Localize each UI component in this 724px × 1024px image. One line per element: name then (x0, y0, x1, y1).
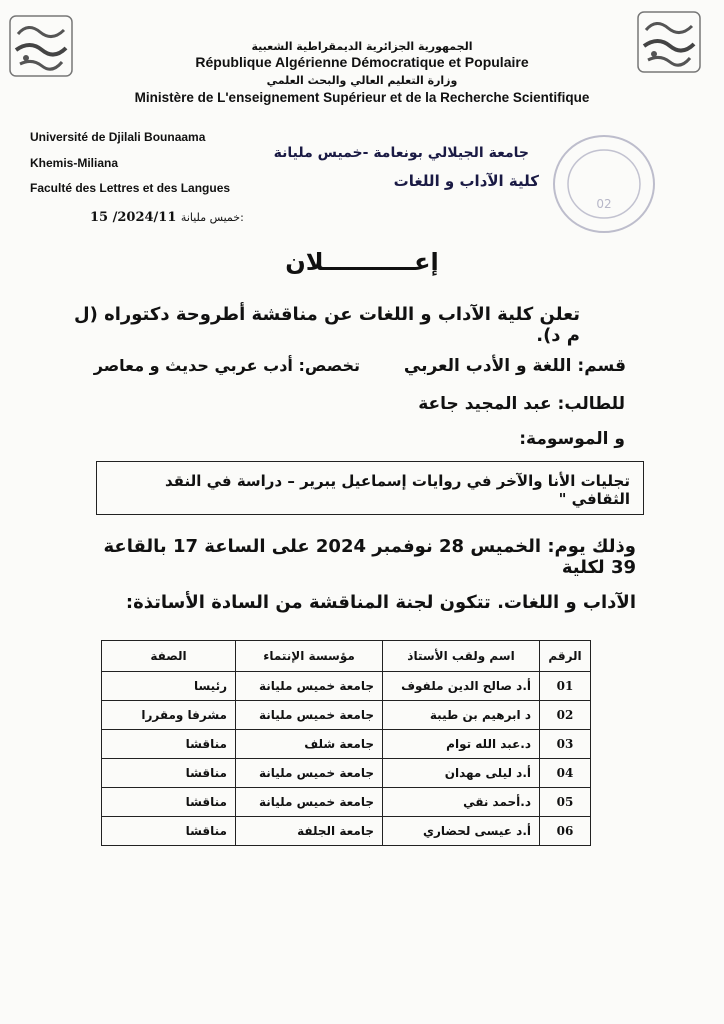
header-number: الرقم (540, 641, 591, 672)
header-institution: مؤسسة الإنتماء (236, 641, 383, 672)
row-institution: جامعة خميس مليانة (236, 672, 383, 701)
document-date (90, 210, 244, 225)
ministry-french: Ministère de L'enseignement Supérieur et de la Recherche Scientifique (134, 90, 590, 105)
table-row (102, 788, 591, 817)
row-number: 01 (540, 672, 591, 701)
row-name: د.عبد الله توام (383, 730, 540, 759)
university-city: Khemis-Miliana (30, 156, 119, 170)
defense-schedule: وذلك يوم: الخميس 28 نوفمبر 2024 على الساعة 17 بالقاعة 39 لكلية (103, 536, 636, 578)
department: قسم: اللغة و الأدب العربي (403, 356, 626, 376)
university-name: Université de Djilali Bounaama (30, 130, 206, 144)
thesis-titled-label: و الموسومة: (519, 429, 625, 449)
jury-table (101, 640, 591, 846)
announcement-title: إعـــــــــــلان (285, 248, 439, 276)
row-name: د.أحمد نقي (383, 788, 540, 817)
republic-french: République Algérienne Démocratique et Populaire (195, 54, 529, 70)
ministry-arabic: وزارة التعليم العالي والبحث العلمي (266, 74, 458, 87)
table-row (102, 701, 591, 730)
table-row (102, 672, 591, 701)
row-number: 05 (540, 788, 591, 817)
table-row (102, 730, 591, 759)
row-role: مناقشا (102, 817, 236, 846)
stamp-university-arabic: جامعة الجيلالي بونعامة -خميس مليانة (273, 145, 529, 161)
row-institution: جامعة خميس مليانة (236, 701, 383, 730)
row-role: مناقشا (102, 759, 236, 788)
table-row (102, 817, 591, 846)
row-name: أ.د عيسى لحضاري (383, 817, 540, 846)
row-institution: جامعة الجلفة (236, 817, 383, 846)
row-number: 03 (540, 730, 591, 759)
thesis-title: تجليات الأنا والآخر في روايات إسماعيل يبرير – دراسة في النقد الثقافي " (165, 472, 630, 508)
row-institution: جامعة شلف (236, 730, 383, 759)
document-date-prefix: خميس مليانة: (180, 211, 244, 224)
document-date-value: 15 /2024/11 (90, 210, 177, 225)
row-institution: جامعة خميس مليانة (236, 788, 383, 817)
header-role: الصفة (102, 641, 236, 672)
stamp-faculty-arabic: كلية الآداب و اللغات (393, 172, 539, 190)
row-name: د ابرهيم بن طيبة (383, 701, 540, 730)
row-institution: جامعة خميس مليانة (236, 759, 383, 788)
row-number: 04 (540, 759, 591, 788)
specialty: تخصص: أدب عربي حديث و معاصر (93, 356, 360, 375)
row-name: أ.د صالح الدين ملفوف (383, 672, 540, 701)
official-seal (528, 128, 660, 238)
row-role: مناقشا (102, 730, 236, 759)
committee-intro: الآداب و اللغات. تتكون لجنة المناقشة من السادة الأساتذة: (125, 592, 636, 613)
student-name: للطالب: عبد المجيد جاعة (418, 394, 625, 414)
row-number: 06 (540, 817, 591, 846)
table-row (102, 759, 591, 788)
republic-arabic: الجمهورية الجزائرية الديمقراطية الشعبية (251, 40, 473, 53)
announcement-intro: تعلن كلية الآداب و اللغات عن مناقشة أطروحة دكتوراه (ل م د). (74, 304, 580, 346)
row-name: أ.د ليلى مهدان (383, 759, 540, 788)
row-role: رئيسا (102, 672, 236, 701)
svg-text:02: 02 (596, 197, 612, 211)
header-name: اسم ولقب الأستاذ (383, 641, 540, 672)
row-role: مشرفا ومقررا (102, 701, 236, 730)
jury-table-header (102, 641, 591, 672)
row-number: 02 (540, 701, 591, 730)
faculty-name: Faculté des Lettres et des Langues (30, 181, 231, 195)
row-role: مناقشا (102, 788, 236, 817)
